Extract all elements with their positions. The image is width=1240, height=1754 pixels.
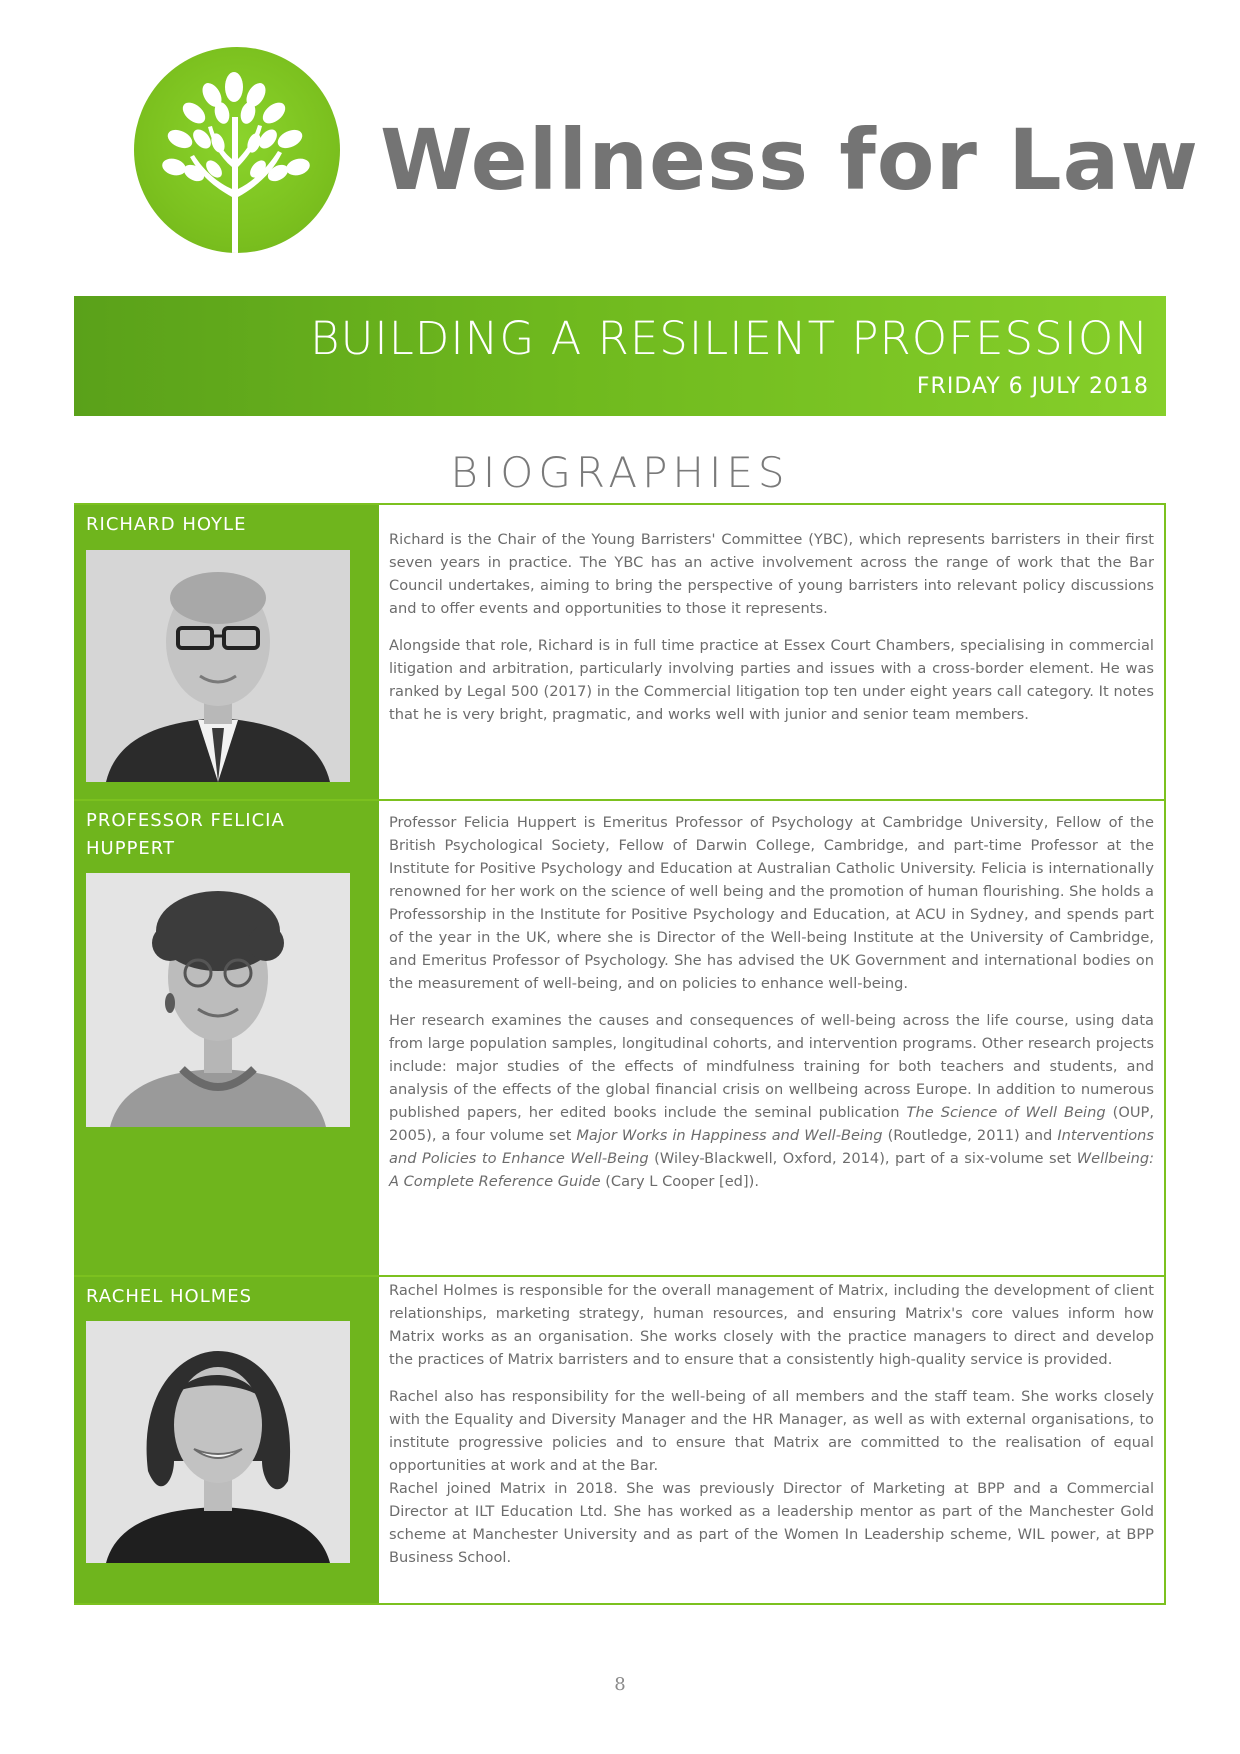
section-title: BIOGRAPHIES: [450, 448, 790, 497]
bio-name: PROFESSOR FELICIA HUPPERT: [86, 810, 285, 859]
event-date: FRIDAY 6 JULY 2018: [916, 374, 1149, 399]
bio-row-felicia-huppert: [74, 801, 1166, 1277]
bio-paragraph: Rachel Holmes is responsible for the overall management of Matrix, including the development of client relationships, marketing strategy, human resources, and ensuring Matrix's core values inform how Matrix works as an organisation. She works closely with the practice managers to direct and develop the practices of Matrix barristers and to ensure that a consistently high-quality service is provided.: [389, 1282, 1154, 1368]
bio-content: [379, 1277, 1166, 1603]
bio-paragraph: Professor Felicia Huppert is Emeritus Professor of Psychology at Cambridge University, Fellow of the British Psychological Society, Fellow of Darwin College, Cambridge, and part-time Professor at the Institute for Positive Psychology and Education at Australian Catholic University. Felicia is internationally renowned for her work on the science of well being and the promotion of human flourishing. She holds a Professorship in the Institute for Positive Psychology and Education, at ACU in Sydney, and spends part of the year in the UK, where she is Director of the Well-being Institute at the University of Cambridge, and Emeritus Professor of Psychology. She has advised the UK Government and international bodies on the measurement of well-being, and on policies to enhance well-being.: [389, 814, 1154, 992]
tree-icon: [134, 47, 340, 253]
portrait-photo: [86, 550, 350, 782]
bio-paragraph: Her research examines the causes and consequences of well-being across the life course, using data from large population samples, longitudinal cohorts, and intervention programs. Other research projects include: major studies of the effects of mindfulness training for both teachers and students, and analysis of the effects of the global financial crisis on wellbeing across Europe. In addition to numerous published papers, her edited books include the seminal publication The Science of Well Being (OUP, 2005), a four volume set Major Works in Happiness and Well-Being (Routledge, 2011) and Interventions and Policies to Enhance Well-Being (Wiley-Blackwell, Oxford, 2014), part of a six-volume set Wellbeing: A Complete Reference Guide (Cary L Cooper [ed]).: [389, 1012, 1154, 1190]
biographies-table: [74, 503, 1166, 1605]
bio-sidebar: [74, 1277, 379, 1603]
bio-paragraph: Richard is the Chair of the Young Barristers' Committee (YBC), which represents barristers in their first seven years in practice. The YBC has an active involvement across the range of work that the Bar Council undertakes, aiming to bring the perspective of young barristers into relevant policy discussions and to offer events and opportunities to those it represents.: [389, 531, 1154, 617]
bio-paragraph: Rachel joined Matrix in 2018. She was previously Director of Marketing at BPP and a Commercial Director at ILT Education Ltd. She has worked as a leadership mentor as part of the Manchester Gold scheme at Manchester University and as part of the Women In Leadership scheme, WIL power, at BPP Business School.: [389, 1480, 1154, 1566]
logo: [134, 47, 340, 253]
portrait-photo: [86, 1321, 350, 1563]
event-banner: [74, 296, 1166, 416]
page-number: 8: [614, 1674, 626, 1695]
portrait-photo: [86, 873, 350, 1127]
bio-sidebar: [74, 505, 379, 799]
bio-content: [379, 801, 1166, 1275]
bio-row-richard-hoyle: [74, 503, 1166, 801]
bio-paragraph: Rachel also has responsibility for the well-being of all members and the staff team. She works closely with the Equality and Diversity Manager and the HR Manager, as well as with external organisations, to institute progressive policies and to ensure that Matrix are committed to the realisation of equal opportunities at work and at the Bar.: [389, 1388, 1154, 1474]
bio-paragraph: Alongside that role, Richard is in full time practice at Essex Court Chambers, specialising in commercial litigation and arbitration, particularly involving parties and issues with a cross-border element. He was ranked by Legal 500 (2017) in the Commercial litigation top ten under eight years call category. It notes that he is very bright, pragmatic, and works well with junior and senior team members.: [389, 637, 1154, 723]
bio-name: RACHEL HOLMES: [86, 1286, 253, 1307]
bio-name: RICHARD HOYLE: [86, 514, 247, 535]
bio-row-rachel-holmes: [74, 1277, 1166, 1605]
brand-title: Wellness for Law: [380, 111, 1199, 209]
bio-sidebar: [74, 801, 379, 1275]
bio-content: [379, 505, 1166, 799]
event-title: BUILDING A RESILIENT PROFESSION: [310, 312, 1149, 365]
